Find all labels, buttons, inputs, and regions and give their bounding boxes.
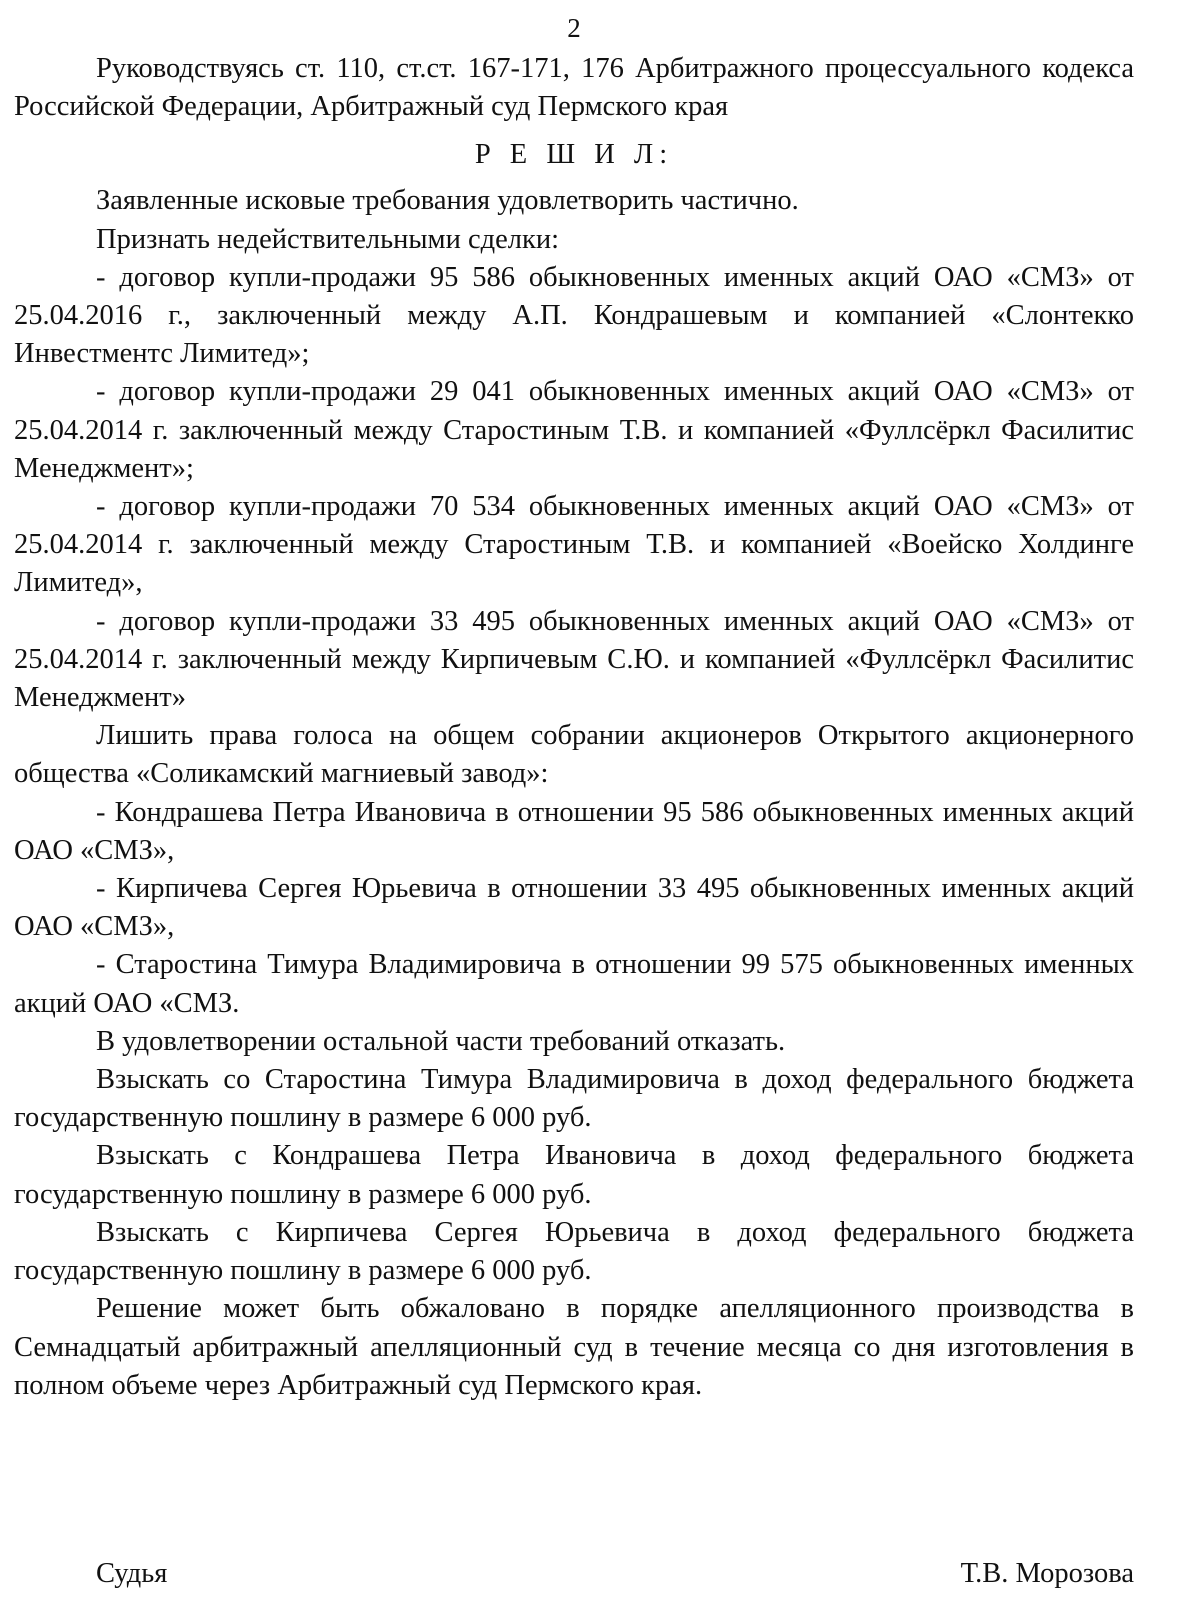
paragraph-declare-invalid: Признать недействительными сделки: — [96, 223, 559, 255]
paragraph-refuse-rest: В удовлетворении остальной части требований отказать. — [96, 1025, 786, 1057]
paragraph-deprive-voting: Лишить права голоса на общем собрании акционеров Открытого акционерного общества «Соликамский магниевый завод»: — [14, 720, 1134, 790]
paragraph-contract-starostin-1: - договор купли-продажи 29 041 обыкновенных именных акций ОАО «СМЗ» от 25.04.2014 г. заключенный между Старостиным Т.В. и компанией «Фуллсёркл Фасилитис Менеджмент»; — [14, 376, 1134, 484]
paragraph-satisfy-partially: Заявленные исковые требования удовлетворить частично. — [96, 185, 799, 217]
paragraph-voting-kirpichev: - Кирпичева Сергея Юрьевича в отношении 33 495 обыкновенных именных акций ОАО «СМЗ», — [14, 873, 1134, 943]
decision-heading: Р Е Ш И Л: — [474, 139, 674, 171]
paragraph-contract-kondrashev: - договор купли-продажи 95 586 обыкновенных именных акций ОАО «СМЗ» от 25.04.2016 г., заключенный между А.П. Кондрашевым и компанией «Слонтекко Инвестментс Лимитед»; — [14, 261, 1134, 370]
paragraph-contract-kirpichev: - договор купли-продажи 33 495 обыкновенных именных акций ОАО «СМЗ» от 25.04.2014 г. заключенный между Кирпичевым С.Ю. и компанией «Фуллсёркл Фасилитис Менеджмент» — [14, 605, 1134, 714]
paragraph-fee-starostin: Взыскать со Старостина Тимура Владимировича в доход федерального бюджета государственную пошлину в размере 6 000 руб. — [14, 1064, 1134, 1134]
document-page — [14, 10, 1134, 1405]
paragraph-voting-kondrashev: - Кондрашева Петра Ивановича в отношении 95 586 обыкновенных именных акций ОАО «СМЗ», — [14, 796, 1134, 866]
signature-role: Судья — [96, 1558, 168, 1589]
paragraph-fee-kondrashev: Взыскать с Кондрашева Петра Ивановича в доход федерального бюджета государственную пошлину в размере 6 000 руб. — [14, 1140, 1134, 1210]
signature-name: Т.В. Морозова — [960, 1558, 1134, 1589]
paragraph-voting-starostin: - Старостина Тимура Владимировича в отношении 99 575 обыкновенных именных акций ОАО «СМЗ. — [14, 949, 1134, 1019]
page-number: 2 — [567, 13, 581, 43]
paragraph-contract-starostin-2: - договор купли-продажи 70 534 обыкновенных именных акций ОАО «СМЗ» от 25.04.2014 г. заключенный между Старостиным Т.В. и компанией «Воейско Холдинге Лимитед», — [14, 491, 1134, 599]
paragraph-fee-kirpichev: Взыскать с Кирпичева Сергея Юрьевича в доход федерального бюджета государственную пошлину в размере 6 000 руб. — [14, 1216, 1134, 1287]
intro-paragraph: Руководствуясь ст. 110, ст.ст. 167-171, 176 Арбитражного процессуального кодекса Российской Федерации, Арбитражный суд Пермского края — [14, 53, 1134, 123]
paragraph-appeal: Решение может быть обжаловано в порядке апелляционного производства в Семнадцатый арбитражный апелляционный суд в течение месяца со дня изготовления в полном объеме через Арбитражный суд Пермского края. — [14, 1293, 1134, 1401]
